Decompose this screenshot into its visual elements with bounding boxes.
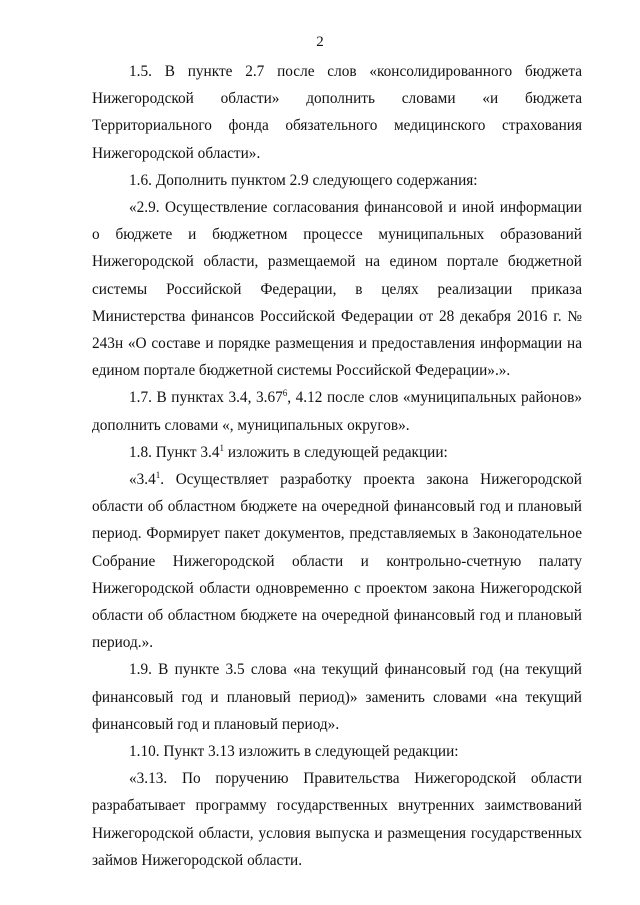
superscript: 1	[219, 442, 225, 453]
paragraph-1-7-end: , 4.12 после слов «муниципальных районов» дополнить словами «, муниципальных округов».	[92, 389, 582, 434]
superscript: 6	[282, 388, 288, 399]
paragraph-1-8	[92, 439, 582, 466]
page-number: 2	[316, 34, 324, 50]
paragraph-3-4-1-end: . Осуществляет разработку проекта закона Нижегородской области об областном бюджете на очередной финансовый год и плановый период. Формирует пакет документов, представляемых в Законодательное Собрание Нижегородской области и контрольно-счетную палату Нижегородской области одновременно с проектом закона Нижегородской области об областном бюджете на очередной финансовый год и плановый период.».	[92, 471, 582, 652]
paragraph-1-9: 1.9. В пункте 3.5 слова «на текущий финансовый год (на текущий финансовый год и плановый период)» заменить словами «на текущий финансовый год и плановый период».	[92, 661, 582, 733]
paragraph-3-4-1-quote	[92, 466, 582, 656]
paragraph-3-4-1-start: «3.4	[129, 471, 156, 489]
paragraph-1-7-start: 1.7. В пунктах 3.4, 3.67	[129, 389, 283, 407]
paragraph-1-7	[92, 384, 582, 438]
paragraph-1-5: 1.5. В пункте 2.7 после слов «консолидированного бюджета Нижегородской области» дополнить словами «и бюджета Территориального фонда обязательного медицинского страхования Нижегородской области».	[92, 63, 582, 162]
paragraph-1-10: 1.10. Пункт 3.13 изложить в следующей редакции:	[129, 743, 459, 761]
paragraph-3-13-quote: «3.13. По поручению Правительства Нижегородской области разрабатывает программу государственных внутренних заимствований Нижегородской области, условия выпуска и размещения государственных займов Нижегородской области.	[92, 770, 582, 869]
paragraph-1-8-end: изложить в следующей редакции:	[224, 443, 448, 461]
paragraph-1-8-start: 1.8. Пункт 3.4	[129, 443, 220, 461]
paragraph-1-6: 1.6. Дополнить пунктом 2.9 следующего содержания:	[129, 171, 478, 189]
document-body	[92, 58, 582, 874]
paragraph-2-9-quote: «2.9. Осуществление согласования финансовой и иной информации о бюджете и бюджетном процессе муниципальных образований Нижегородской области, размещаемой на едином портале бюджетной системы Российской Федерации, в целях реализации приказа Министерства финансов Российской Федерации от 28 декабря 2016 г. № 243н «О составе и порядке размещения и предоставления информации на едином портале бюджетной системы Российской Федерации».».	[92, 199, 582, 380]
superscript: 1	[155, 470, 161, 481]
